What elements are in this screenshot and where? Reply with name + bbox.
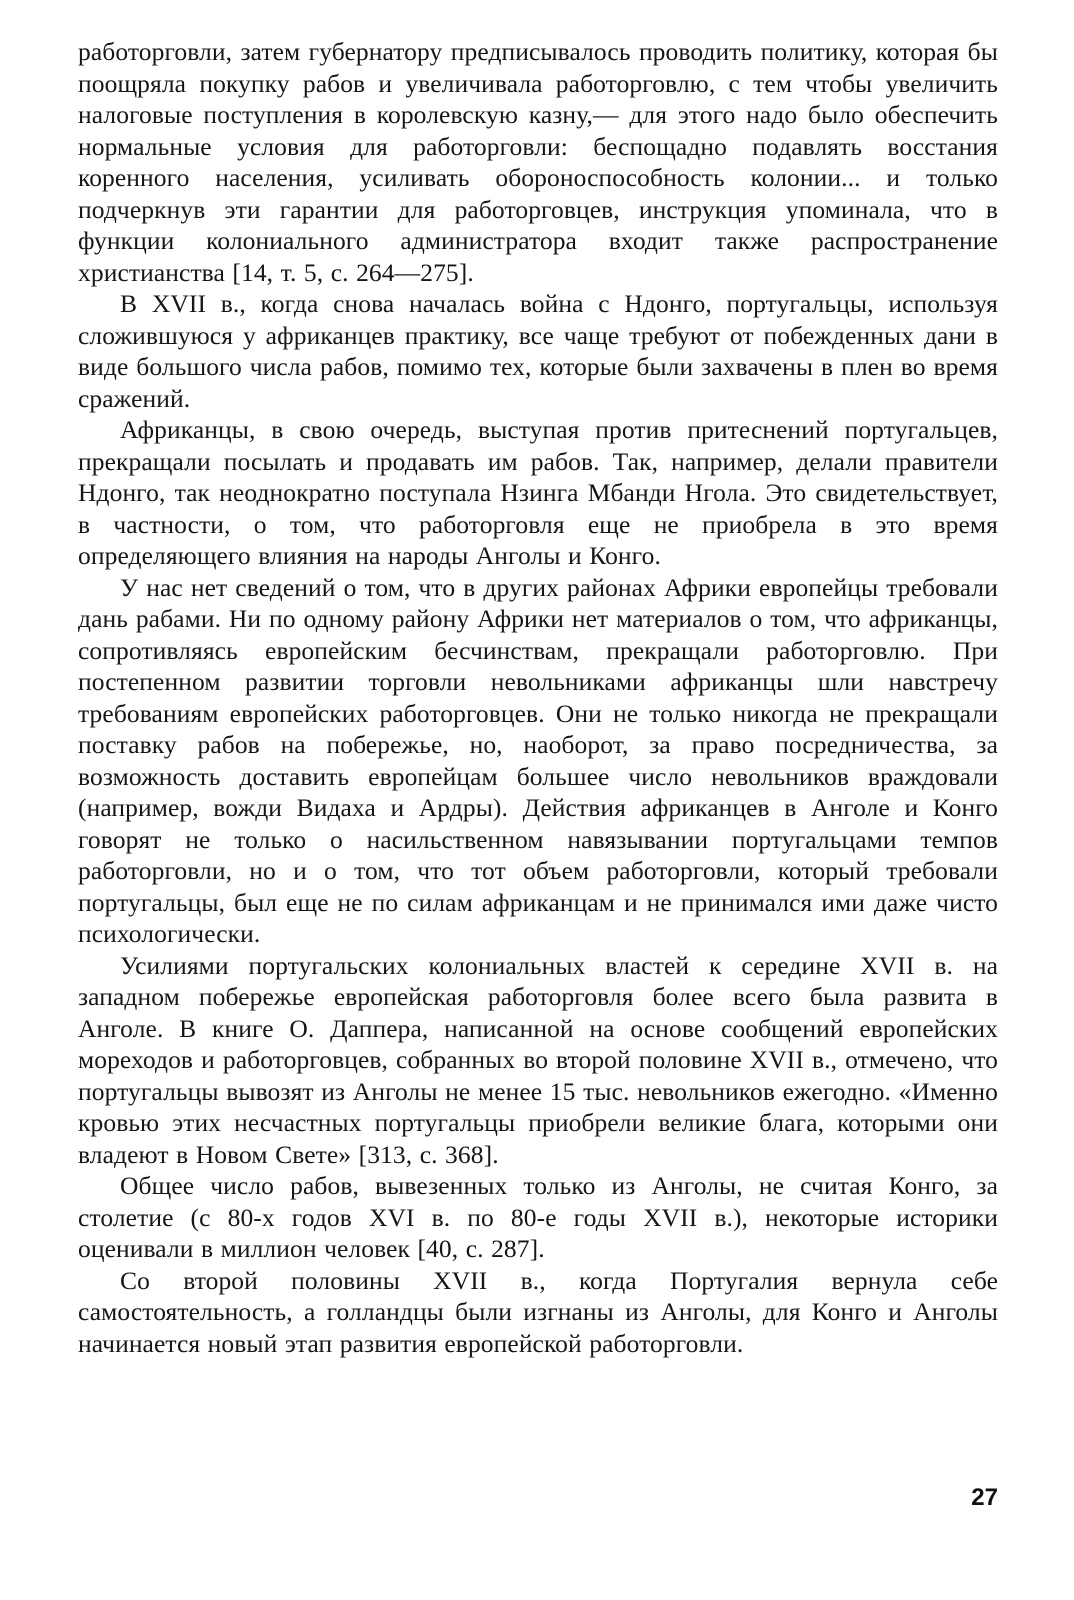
paragraph-new-stage: Со второй половины XVII в., когда Португалия вернула себе самостоятельность, а голландцы были изгнаны из Анголы, для Конго и Анголы начинается новый этап развития европейской работорговли.: [78, 1265, 998, 1358]
paragraph-angola-trade: Усилиями португальских колониальных властей к середине XVII в. на западном побережье европейская работорговля более всего была развита в Анголе. В книге О. Даппера, написанной на основе сообщений европейских мореходов и работорговцев, собранных во второй половине XVII в., отмечено, что португальцы вывозят из Анголы не менее 15 тыс. невольников ежегодно. «Именно кровью этих несчастных португальцы приобрели великие блага, которыми они владеют в Новом Свете» [313, с. 368].: [78, 950, 998, 1169]
page-number: 27: [971, 1484, 998, 1511]
paragraph-total-slaves: Общее число рабов, вывезенных только из Анголы, не считая Конго, за столетие (с 80-х годов XVI в. по 80-е годы XVII в.), некоторые историки оценивали в миллион человек [40, с. 287].: [78, 1171, 998, 1263]
paragraph-african-resistance: Африканцы, в свою очередь, выступая против притеснений португальцев, прекращали посылать и продавать им рабов. Так, например, делали правители Ндонго, так неоднократно поступала Нзинга Мбанди Нгола. Это свидетельствует, в частности, о том, что работорговля еще не приобрела в это время определяющего влияния на народы Анголы и Конго.: [78, 415, 998, 570]
paragraph-other-regions: У нас нет сведений о том, что в других районах Африки европейцы требовали дань рабами. Ни по одному району Африки нет материалов о том, что африканцы, сопротивляясь европейским бесчинствам, прекращали работорговлю. При постепенном развитии торговли невольниками африканцы шли навстречу требованиям европейских работорговцев. Они не только никогда не прекращали поставку рабов на побережье, но, наоборот, за право посредничества, за возможность доставить европейцам большее число невольников враждовали (например, вожди Видаха и Ардры). Действия африканцев в Анголе и Конго говорят не только о насильственном навязывании португальцами темпов работорговли, но и о том, что тот объем работорговли, который требовали португальцы, был еще не по силам африканцам и не принимался ими даже чисто психологически.: [78, 572, 998, 948]
paragraph-ndongo-war: В XVII в., когда снова началась война с Ндонго, португальцы, используя сложившуюся у африканцев практику, все чаще требуют от побежденных дани в виде большого числа рабов, помимо тех, которые были захвачены в плен во время сражений.: [78, 289, 998, 413]
page-body: [78, 36, 998, 1536]
paragraph-instruction-continuation: работорговли, затем губернатору предписывалось проводить политику, которая бы поощряла покупку рабов и увеличивала работорговлю, с тем чтобы увеличить налоговые поступления в королевскую казну,— для этого надо было обеспечить нормальные условия для работорговли: беспощадно подавлять восстания коренного населения, усиливать обороноспособность колонии... и только подчеркнув эти гарантии для работорговцев, инструкция упоминала, что в функции колониального администратора входит также распространение христианства [14, т. 5, с. 264—275].: [78, 37, 998, 287]
